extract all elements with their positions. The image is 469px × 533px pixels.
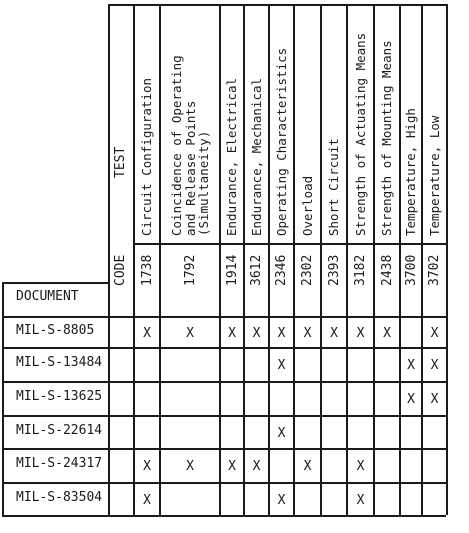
- test-column-code: 1792: [182, 254, 198, 286]
- test-column-label: Circuit Configuration: [139, 77, 155, 236]
- document-header-top-border: [2, 282, 108, 284]
- row-divider: [2, 316, 446, 318]
- test-applicable-mark: X: [252, 325, 261, 341]
- column-divider: [243, 4, 245, 515]
- test-applicable-mark: X: [228, 325, 236, 341]
- test-column-label: Overload: [299, 175, 315, 236]
- row-divider: [2, 515, 446, 517]
- column-divider: [446, 4, 448, 515]
- document-name: MIL-S-13484: [16, 355, 103, 370]
- test-applicable-mark: X: [356, 459, 365, 474]
- column-divider: [346, 4, 348, 515]
- column-divider: [320, 4, 322, 515]
- test-column-code: 3700: [403, 254, 419, 286]
- test-header: TEST: [113, 146, 128, 178]
- test-applicable-mark: X: [186, 325, 194, 341]
- test-applicable-mark: X: [430, 392, 439, 407]
- test-applicable-mark: X: [330, 325, 338, 341]
- document-name: MIL-S-13625: [16, 389, 103, 404]
- test-column-code: 2438: [379, 254, 395, 286]
- test-column-code: 2346: [274, 254, 289, 286]
- test-column-code: 1914: [224, 254, 240, 286]
- column-divider: [219, 4, 221, 515]
- document-name: MIL-S-83504: [16, 489, 103, 505]
- column-divider: [399, 4, 401, 515]
- test-applicable-mark: X: [383, 325, 391, 341]
- test-applicable-mark: X: [407, 358, 415, 373]
- test-applicable-mark: X: [356, 492, 365, 508]
- test-column-code: 2302: [300, 254, 315, 286]
- document-name: MIL-S-24317: [16, 456, 103, 471]
- test-column-code: 2393: [326, 254, 342, 286]
- column-divider: [421, 4, 423, 515]
- test-applicable-mark: X: [277, 492, 286, 508]
- test-column-label: Temperature, Low: [426, 115, 442, 236]
- row-divider: [2, 381, 446, 383]
- test-column-label: Endurance, Mechanical: [248, 77, 264, 236]
- test-header-left-border: [108, 4, 110, 515]
- test-column-code: 1738: [139, 254, 155, 286]
- test-column-label: Coincidence of Operating and Release Points (Simultaneity): [168, 55, 211, 236]
- test-applicable-mark: X: [303, 325, 312, 341]
- test-column-code: 3702: [427, 254, 442, 286]
- document-header: DOCUMENT: [16, 289, 79, 304]
- test-applicable-mark: X: [277, 358, 286, 373]
- test-applicable-mark: X: [407, 392, 415, 407]
- test-column-label: Strength of Mounting Means: [379, 40, 395, 236]
- document-name: MIL-S-8805: [16, 322, 95, 338]
- test-column-label: Endurance, Electrical: [224, 77, 240, 236]
- test-applicable-mark: X: [228, 459, 236, 474]
- row-divider: [2, 448, 446, 450]
- test-applicable-mark: X: [277, 325, 286, 341]
- test-column-code: 3612: [249, 254, 264, 286]
- test-applicable-mark: X: [430, 325, 439, 341]
- row-divider: [2, 347, 446, 349]
- test-applicable-mark: X: [430, 358, 439, 373]
- test-applicable-mark: X: [356, 325, 365, 341]
- test-applicable-mark: X: [143, 492, 151, 508]
- code-header: CODE: [113, 254, 128, 286]
- test-column-label: Temperature, High: [403, 108, 419, 236]
- test-applicable-mark: X: [303, 459, 312, 474]
- test-column-code: 3182: [353, 254, 368, 286]
- test-applicable-mark: X: [143, 459, 151, 474]
- test-column-label: Strength of Actuating Means: [352, 32, 368, 236]
- test-applicable-mark: X: [252, 459, 261, 474]
- test-column-label: Operating Characteristics: [273, 47, 289, 236]
- column-divider: [159, 4, 161, 515]
- test-applicable-mark: X: [186, 459, 194, 474]
- document-name: MIL-S-22614: [16, 422, 103, 438]
- column-divider: [373, 4, 375, 515]
- row-divider: [2, 482, 446, 484]
- test-applicable-mark: X: [277, 425, 286, 441]
- test-header-divider: [133, 4, 135, 515]
- row-divider: [2, 415, 446, 417]
- test-column-label: Short Circuit: [326, 138, 342, 236]
- test-applicable-mark: X: [143, 325, 151, 341]
